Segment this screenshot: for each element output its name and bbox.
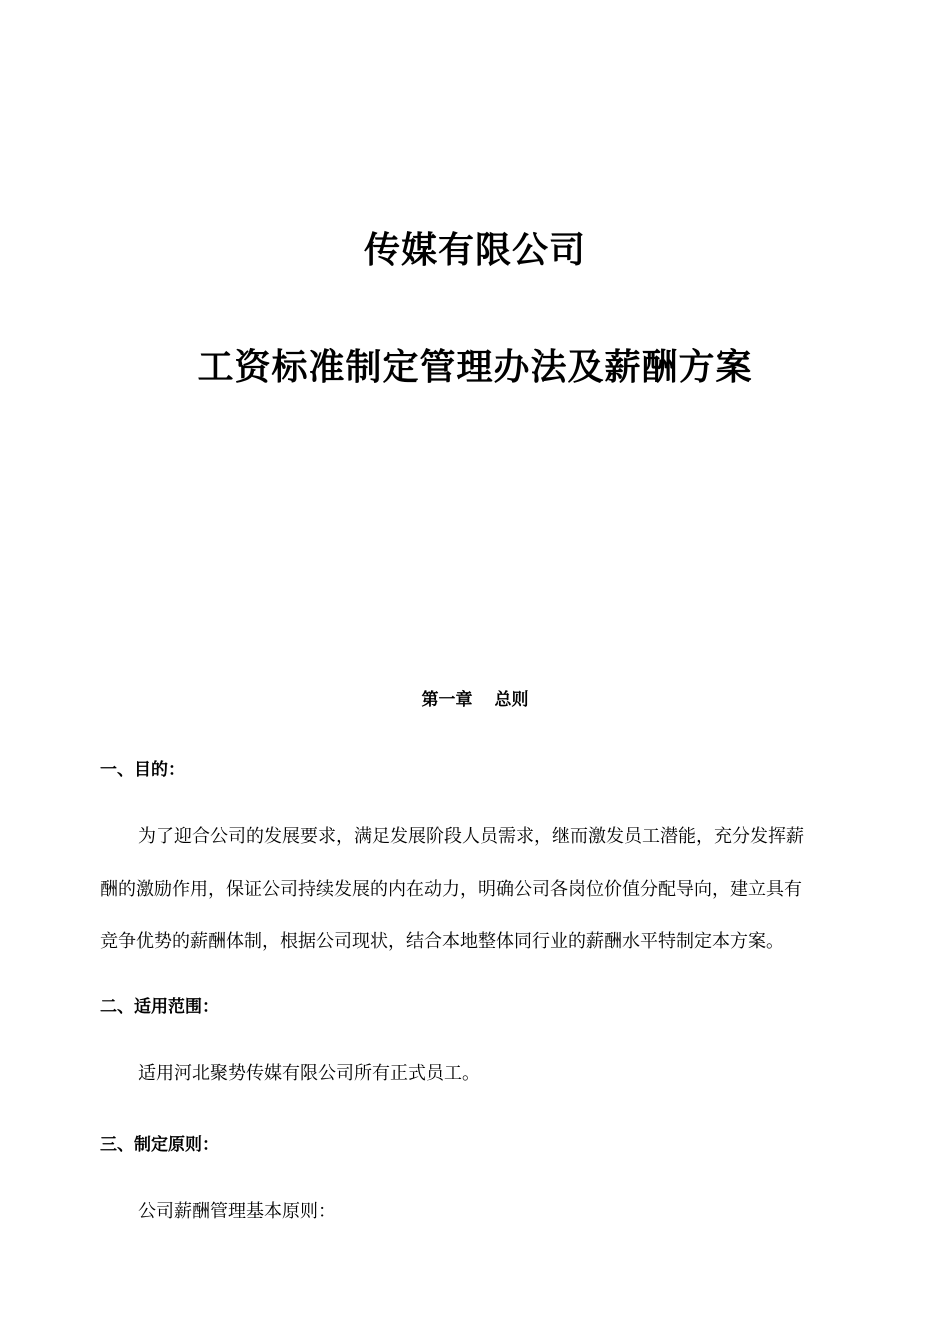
- paragraph-line: 为了迎合公司的发展要求，满足发展阶段人员需求，继而激发员工潜能，充分发挥薪: [138, 826, 804, 847]
- paragraph-line: 适用河北聚势传媒有限公司所有正式员工。: [138, 1063, 480, 1084]
- section-heading-purpose: 一、目的：: [100, 760, 185, 780]
- section-heading-scope: 二、适用范围：: [100, 997, 219, 1017]
- section-body-purpose: [100, 811, 852, 969]
- chapter-name: 总则: [494, 690, 529, 710]
- document-title-main: 工资标准制定管理办法及薪酬方案: [197, 347, 753, 388]
- document-title-company: 传媒有限公司: [363, 230, 586, 271]
- section-heading-principles: 三、制定原则：: [100, 1135, 219, 1155]
- chapter-heading: [0, 688, 950, 712]
- section-body-principles: [100, 1186, 852, 1239]
- chapter-number: 第一章: [421, 690, 473, 710]
- section-body-scope: [100, 1048, 852, 1101]
- paragraph-line: 酬的激励作用，保证公司持续发展的内在动力，明确公司各岗位价值分配导向，建立具有: [100, 878, 802, 900]
- paragraph-line: 竞争优势的薪酬体制，根据公司现状，结合本地整体同行业的薪酬水平特制定本方案。: [100, 931, 784, 952]
- paragraph-line: 公司薪酬管理基本原则：: [138, 1201, 336, 1222]
